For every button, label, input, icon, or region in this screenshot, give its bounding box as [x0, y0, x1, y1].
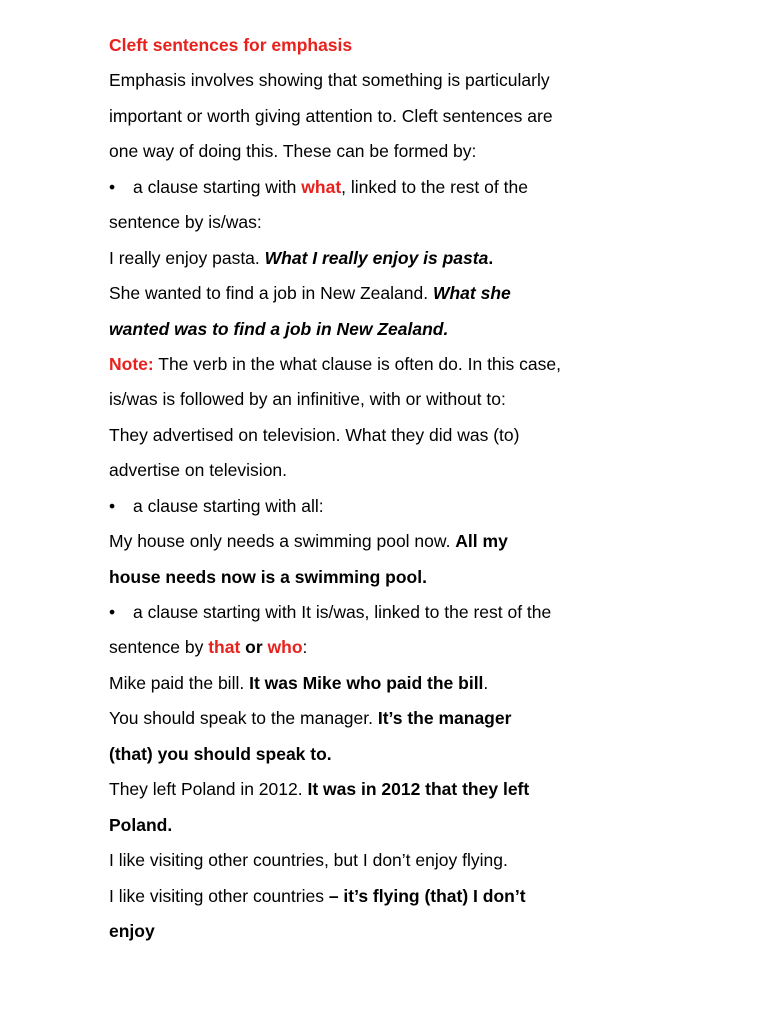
note-line-4: advertise on television. [109, 460, 288, 481]
example-emphasis-continuation: house needs now is a swimming pool. [109, 566, 427, 587]
what-bullet-text-end: , linked to the rest of the [341, 176, 528, 197]
what-bullet-line [109, 170, 729, 205]
it-bullet-colon: : [302, 637, 308, 658]
all-bullet-line [109, 489, 729, 524]
it-bullet-text: sentence by [109, 637, 209, 658]
note-text: The verb in the what clause is often do. In this case, [153, 353, 561, 374]
example-emphasis: All my [455, 531, 508, 552]
page-title: Cleft sentences for emphasis [109, 35, 353, 55]
example-emphasis-continuation: Poland. [109, 814, 173, 835]
keyword-what: what [301, 176, 342, 197]
example-emphasis: It’s the manager [377, 708, 512, 729]
what-bullet-continuation: sentence by is/was: [109, 212, 262, 233]
intro-line-1: Emphasis involves showing that something is particularly [109, 70, 550, 91]
it-bullet-continuation [109, 630, 729, 665]
example-period: . [488, 247, 494, 268]
example-period: . [483, 672, 489, 693]
note-line-2: is/was is followed by an infinitive, with or without to: [109, 389, 506, 410]
example-emphasis: What she [432, 283, 511, 304]
example-emphasis: – it’s flying (that) I don’t [328, 885, 526, 906]
it-bullet-text: a clause starting with It is/was, linked to the rest of the [133, 602, 552, 622]
example-line: I like visiting other countries, but I don’t enjoy flying. [109, 850, 508, 871]
example-line [109, 241, 729, 276]
example-line [109, 666, 729, 701]
example-emphasis-continuation: enjoy [109, 920, 155, 941]
intro-line-2: important or worth giving attention to. Cleft sentences are [109, 105, 553, 126]
example-emphasis-continuation: (that) you should speak to. [109, 743, 332, 764]
all-bullet-text: a clause starting with all: [133, 495, 324, 516]
example-plain: You should speak to the manager. [109, 708, 378, 729]
note-label: Note: [109, 353, 154, 374]
note-line [109, 347, 729, 382]
note-line-3: They advertised on television. What they did was (to) [109, 424, 520, 445]
intro-line-3: one way of doing this. These can be formed by: [109, 141, 477, 162]
example-line [109, 524, 729, 559]
bullet-marker: • [109, 495, 116, 516]
what-bullet-text: a clause starting with [133, 176, 302, 197]
it-bullet-line [109, 595, 729, 630]
example-plain: She wanted to find a job in New Zealand. [109, 283, 433, 304]
bullet-marker: • [109, 176, 116, 197]
bullet-marker: • [109, 602, 116, 622]
example-line [109, 879, 729, 914]
example-emphasis: It was Mike who paid the bill [249, 672, 484, 693]
example-emphasis-continuation: wanted was to find a job in New Zealand. [109, 318, 449, 339]
example-emphasis: What I really enjoy is pasta [264, 247, 489, 268]
keyword-who: who [267, 637, 303, 658]
example-emphasis: It was in 2012 that they left [307, 779, 530, 800]
keyword-that: that [208, 637, 241, 658]
keyword-or: or [240, 637, 268, 658]
example-plain: My house only needs a swimming pool now. [109, 531, 456, 552]
example-line [109, 772, 729, 807]
example-plain: I like visiting other countries [109, 885, 329, 906]
example-plain: They left Poland in 2012. [109, 779, 308, 800]
example-plain: I really enjoy pasta. [109, 247, 265, 268]
example-line [109, 276, 729, 311]
example-plain: Mike paid the bill. [109, 672, 250, 693]
example-line [109, 701, 729, 736]
document-page [109, 28, 729, 949]
